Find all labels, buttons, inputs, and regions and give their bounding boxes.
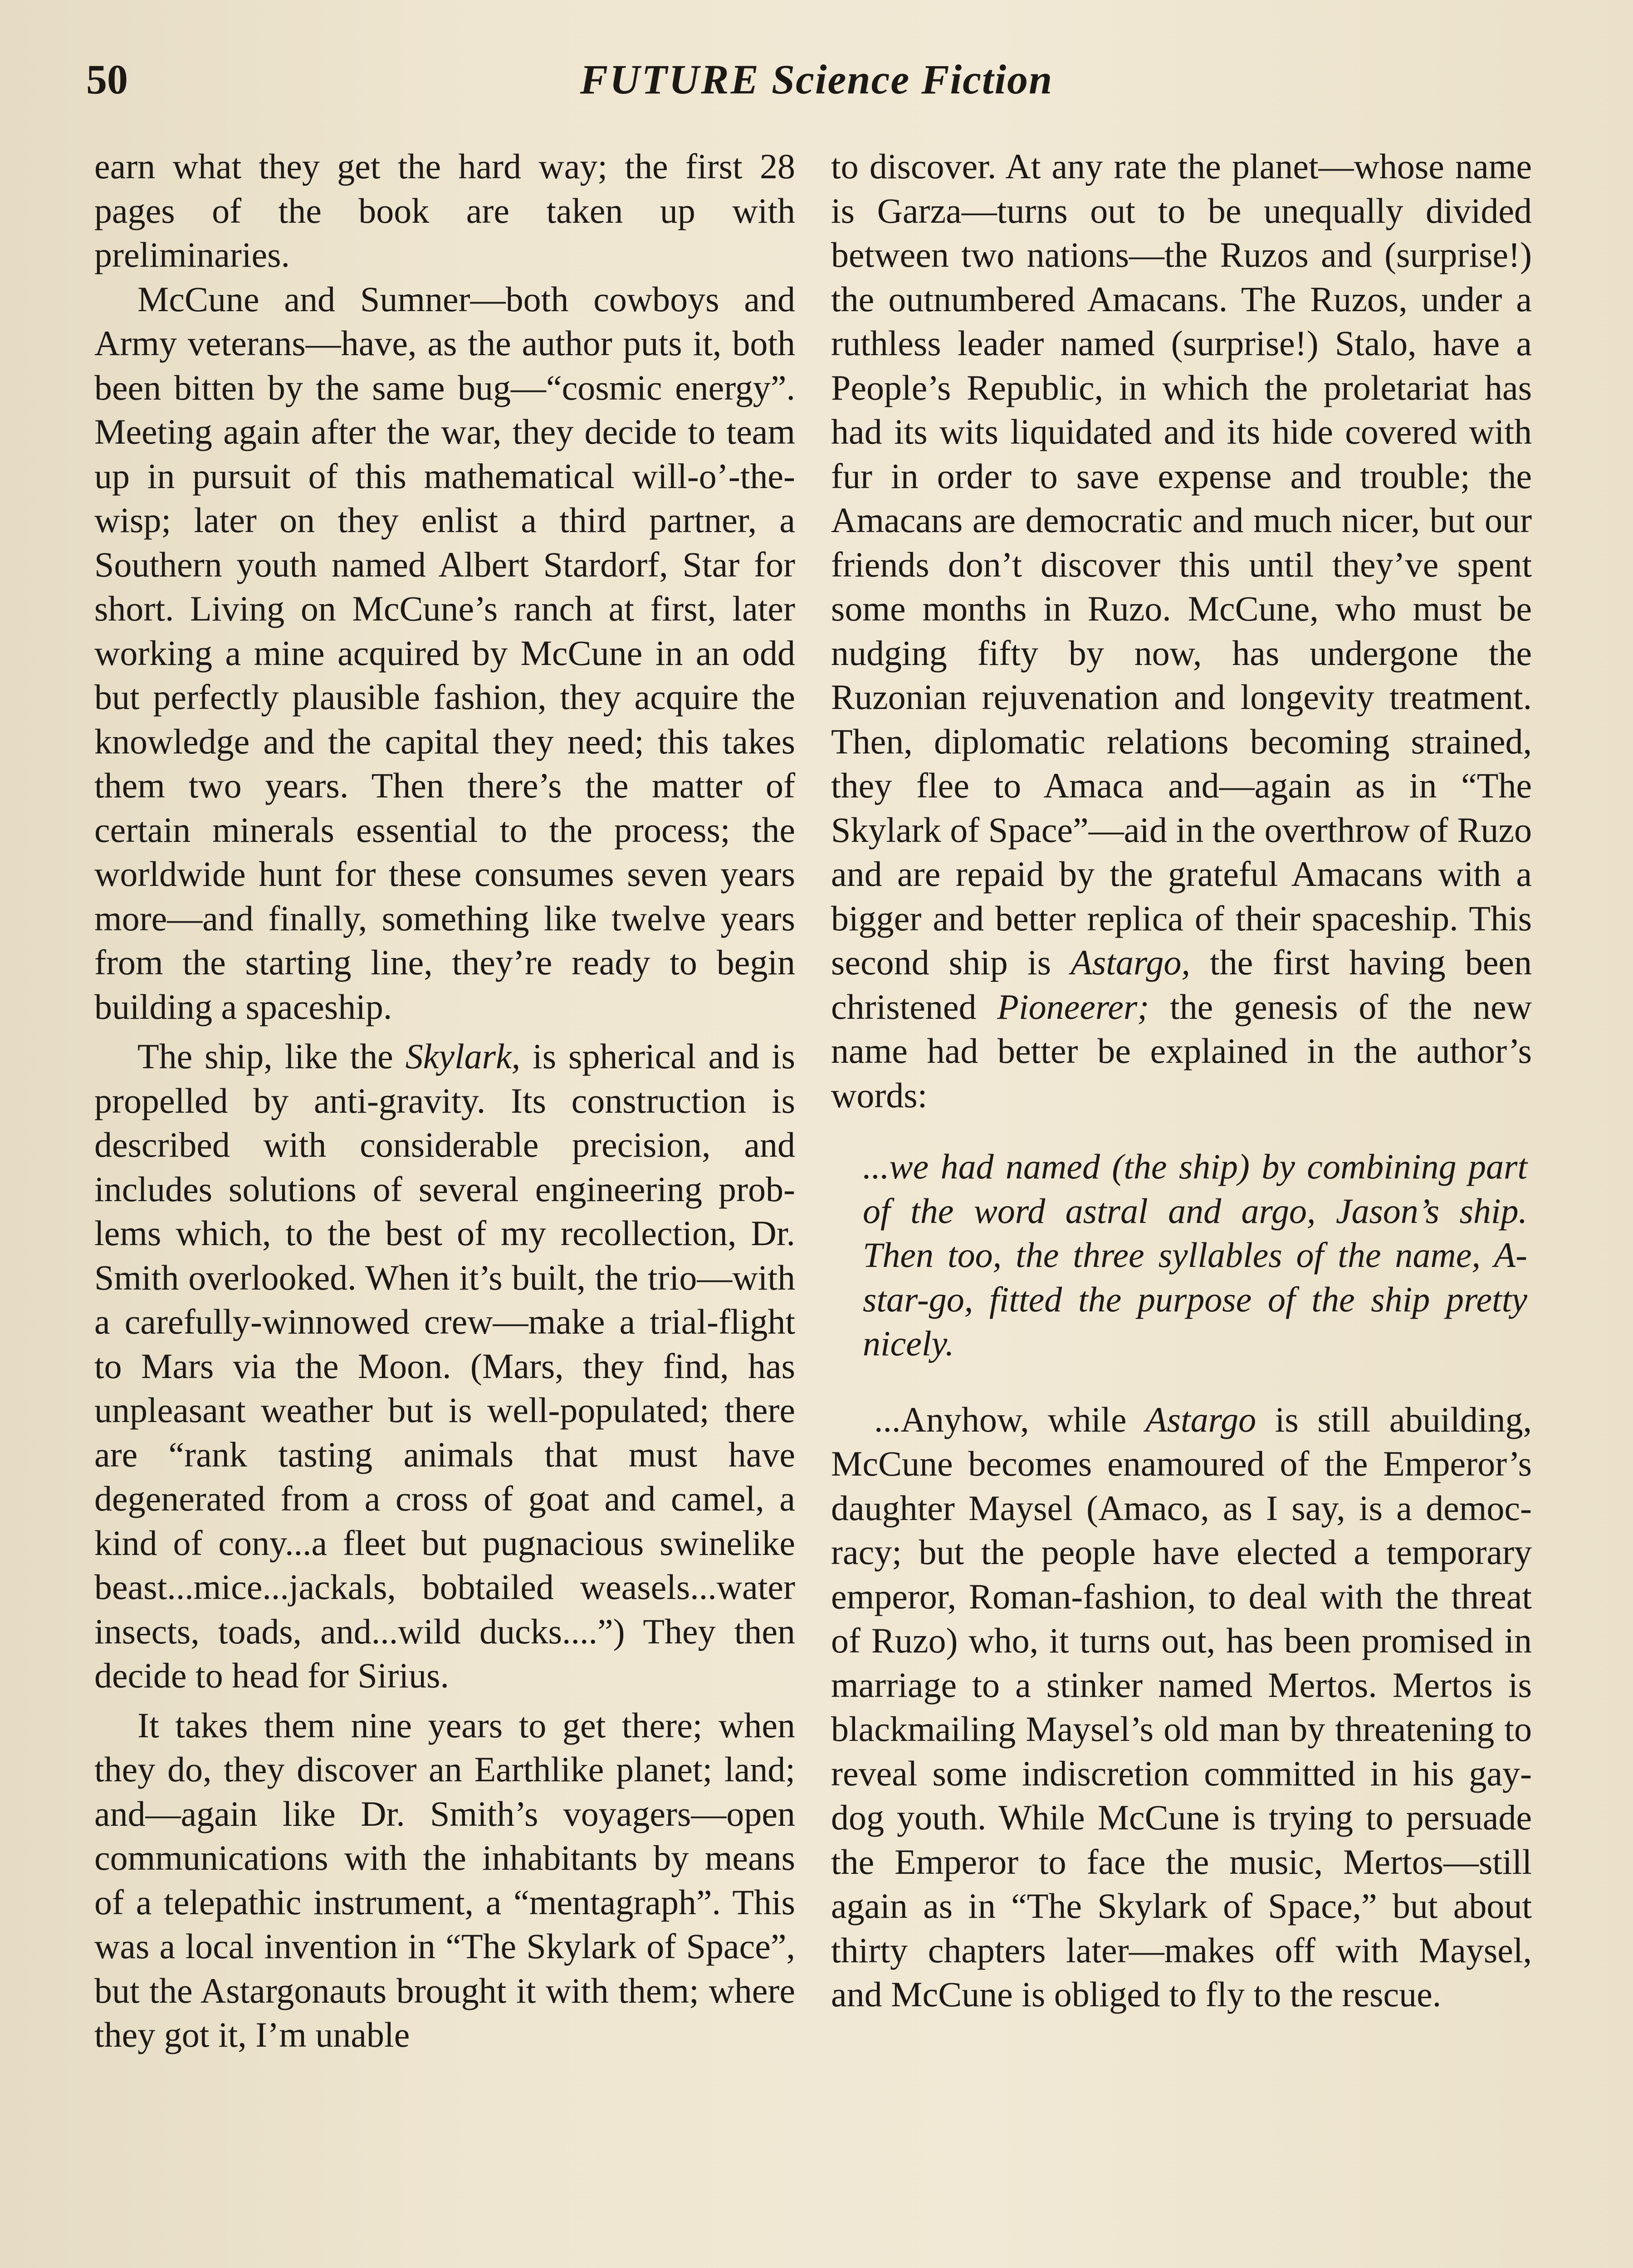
text-run: is still abuilding, McCune becomes enamoured of the Emperor’s daughter Maysel (Amaco, as I say, is a democracy; but the people have elected a temporary emperor, Roman-fashion, to deal with the threat of Ruzo) who, it turns out, has been promised in marriage to a stinker named Mertos. Mertos is blackmailing Maysel’s old man by threatening to reveal some indiscretion committed in his gay-dog youth. While McCune is trying to persuade the Emperor to face the music, Mertos—still again as in “The Skylark of Space,” but about thirty chapters later—makes off with Maysel, and McCune is obliged to fly to the rescue.	[831, 1399, 1532, 2014]
text-run: the genesis of the new name had better be explained in the author’s words:	[831, 987, 1532, 1115]
paragraph: earn what they get the hard way; the first 28 pages of the book are taken up with preliminaries.	[94, 147, 795, 274]
italic-title: Skylark,	[405, 1036, 521, 1076]
text-run: The ship, like the	[137, 1036, 406, 1076]
italic-title: Astargo	[1145, 1399, 1257, 1439]
text-run: the first having been christened	[831, 943, 1532, 1026]
text-run: ...Anyhow, while	[874, 1399, 1145, 1439]
block-quote	[831, 1144, 1532, 1366]
left-column	[94, 144, 795, 2268]
paragraph	[94, 1034, 795, 1698]
paragraph	[831, 1398, 1532, 2017]
running-head	[86, 48, 1547, 111]
paragraph	[831, 144, 1532, 1117]
italic-title: Astargo,	[1071, 943, 1190, 982]
page-header	[86, 48, 1547, 111]
text-run: to discover. At any rate the planet—whose name is Garza—turns out to be unequally divided between two nations—the Ruzos and (surprise!) the outnumbered Amacans. The Ruzos, under a ruthless leader named (surprise!) Stalo, have a People’s Republic, in which the proletariat has had its wits liquidated and its hide covered with fur in order to save expense and trouble; the Amacans are democratic and much nicer, but our friends don’t discover this until they’ve spent some months in Ruzo. McCune, who must be nudging fifty by now, has undergone the Ruzonian rejuvenation and longevity treatment. Then, diplomatic relations becoming strained, they flee to Amaca and—again as in “The Skylark of Space”—aid in the overthrow of Ruzo and are repaid by the grateful Amacans with a bigger and better replica of their spaceship. This second ship is	[831, 147, 1532, 982]
right-column	[831, 144, 1532, 2268]
italic-title: Pioneerer;	[997, 987, 1149, 1026]
publication-title: FUTURE	[580, 56, 760, 103]
quote-text: ...we had named (the ship) by combining part of the word astral and argo, Jason’s ship. Then too, the three syllables of the name, A-star-go, fitted the purpose of the ship pretty nicely.	[863, 1147, 1527, 1363]
paragraph: It takes them nine years to get there; when they do, they discover an Earthlike planet; land; and—again like Dr. Smith’s voyagers—open communications with the inhabitants by means of a telepathic instrument, a “mentagraph”. This was a local invention in “The Skylark of Space”, but the Astargonauts brought it with them; where they got it, I’m unable	[94, 1705, 795, 2054]
page-number: 50	[86, 56, 128, 103]
publication-subtitle: Science Fiction	[771, 56, 1053, 103]
paragraph: McCune and Sumner—both cowboys and Army veterans—have, as the author puts it, both been bitten by the same bug—“cosmic energy”. Meeting again after the war, they decide to team up in pursuit of this mathematical will-o’-the-wisp; later on they enlist a third partner, a Southern youth named Albert Stardorf, Star for short. Living on McCune’s ranch at first, later working a mine acquired by McCune in an odd but perfectly plausible fashion, they acquire the knowledge and the capital they need; this takes them two years. Then there’s the matter of certain minerals essential to the process; the worldwide hunt for these consumes seven years more—and finally, something like twelve years from the starting line, they’re ready to begin building a spaceship.	[94, 279, 795, 1026]
text-run: is spherical and is propelled by anti-gravity. Its construction is described with considerable precision, and includes solutions of several engineering problems which, to the best of my recollection, Dr. Smith overlooked. When it’s built, the trio—with a carefully-winnowed crew—make a trial-flight to Mars via the Moon. (Mars, they find, has unpleasant weather but is well-populated; there are “rank tasting animals that must have degenerated from a cross of goat and camel, a kind of cony...a fleet but pugnacious swinelike beast...mice...jackals, bobtailed weasels...water insects, toads, and...wild ducks....”) They then decide to head for Sirius.	[94, 1036, 796, 1695]
